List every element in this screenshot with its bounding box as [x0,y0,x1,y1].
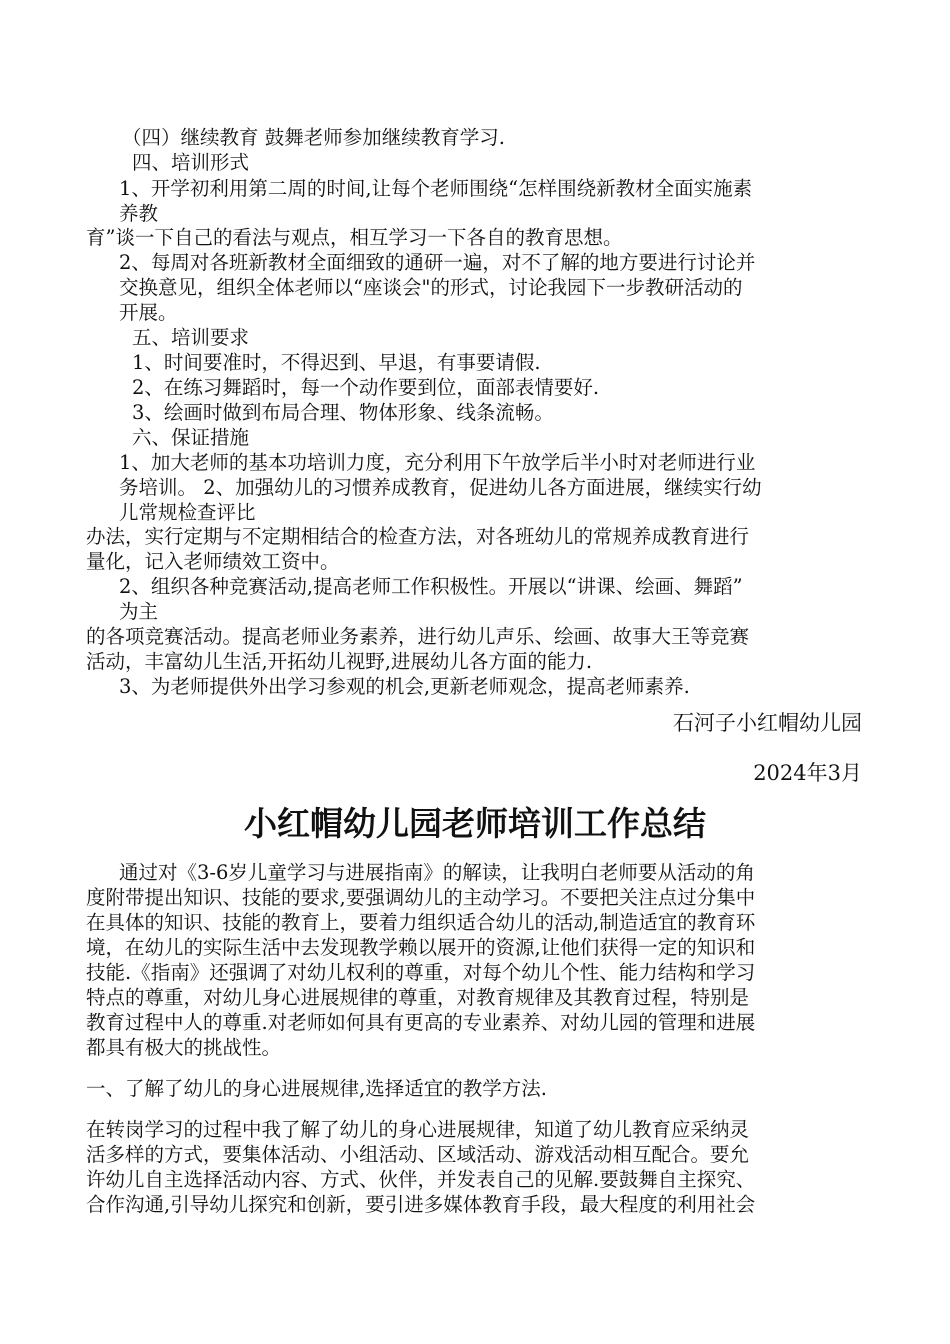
paragraph-line: 度附带提出知识、技能的要求,要强调幼儿的主动学习。不要把关注点过分集中 [86,886,756,909]
text-line: （四）继续教育 鼓舞老师参加继续教育学习. [122,126,505,149]
paragraph-line: 许幼儿自主选择活动内容、方式、伙伴，并发表自己的见解.要鼓舞自主探究、 [86,1168,756,1191]
section-heading: 四、培训形式 [132,151,250,174]
section-heading: 六、保证措施 [132,426,250,449]
text-line: 活动，丰富幼儿生活,开拓幼儿视野,进展幼儿各方面的能力. [86,650,593,673]
text-line: 2、在练习舞蹈时，每一个动作要到位，面部表情要好. [132,376,600,399]
text-line: 为主 [119,600,159,623]
paragraph-line: 在转岗学习的过程中我了解了幼儿的身心进展规律，知道了幼儿教育应采纳灵 [86,1118,750,1141]
text-line: 3、绘画时做到布局合理、物体形象、线条流畅。 [132,401,554,424]
paragraph-line: 活多样的方式，要集体活动、小组活动、区域活动、游戏活动相互配合。要允 [86,1143,750,1166]
text-line: 2、组织各种竞赛活动,提高老师工作积极性。开展以“讲课、绘画、舞蹈” [119,575,743,598]
text-line: 养教 [119,202,159,225]
text-line: 1、加大老师的基本功培训力度，充分利用下午放学后半小时对老师进行业 [119,451,756,474]
text-line: 1、时间要准时，不得迟到、早退，有事要请假. [132,351,541,374]
text-line: 办法，实行定期与不定期相结合的检查方法，对各班幼儿的常规养成教育进行 [86,525,750,548]
page-title: 小红帽幼儿园老师培训工作总结 [244,804,706,843]
paragraph-line: 通过对《3-6岁儿童学习与进展指南》的解读，让我明白老师要从活动的角 [119,861,755,884]
paragraph-line: 都具有极大的挑战性。 [86,1036,282,1059]
text-line: 1、开学初利用第二周的时间,让每个老师围绕“怎样围绕新教材全面实施素 [119,177,753,200]
paragraph-line: 境，在幼儿的实际生活中去发现教学赖以展开的资源,让他们获得一定的知识和 [86,936,756,959]
date: 2024年3月 [753,761,862,785]
paragraph-line: 教育过程中人的尊重.对老师如何具有更高的专业素养、对幼儿园的管理和进展 [86,1011,756,1034]
section-heading: 一、了解了幼儿的身心进展规律,选择适宜的教学方法. [86,1077,547,1100]
text-line: 量化，记入老师绩效工资中。 [86,550,340,573]
text-line: 开展。 [119,301,178,324]
text-line: 育”谈一下自己的看法与观点，相互学习一下各自的教育思想。 [86,226,623,249]
text-line: 交换意见，组织全体老师以“座谈会"的形式，讨论我园下一步教研活动的 [119,276,743,299]
text-line: 3、为老师提供外出学习参观的机会,更新老师观念，提高老师素养. [119,675,690,698]
text-line: 的各项竞赛活动。提高老师业务素养，进行幼儿声乐、绘画、故事大王等竞赛 [86,625,750,648]
paragraph-line: 在具体的知识、技能的教育上，要着力组织适合幼儿的活动,制造适宜的教育环 [86,911,756,934]
text-line: 儿常规检查评比 [119,501,256,524]
paragraph-line: 特点的尊重，对幼儿身心进展规律的尊重，对教育规律及其教育过程，特别是 [86,986,750,1009]
section-heading: 五、培训要求 [132,326,250,349]
text-line: 2、每周对各班新教材全面细致的通研一遍，对不了解的地方要进行讨论并 [119,251,756,274]
text-line: 务培训。 2、加强幼儿的习惯养成教育，促进幼儿各方面进展，继续实行幼 [119,476,762,499]
paragraph-line: 技能.《指南》还强调了对幼儿权利的尊重，对每个幼儿个性、能力结构和学习 [86,961,756,984]
paragraph-line: 合作沟通,引导幼儿探究和创新，要引进多媒体教育手段，最大程度的利用社会 [86,1193,756,1216]
signature: 石河子小红帽幼儿园 [673,711,862,735]
